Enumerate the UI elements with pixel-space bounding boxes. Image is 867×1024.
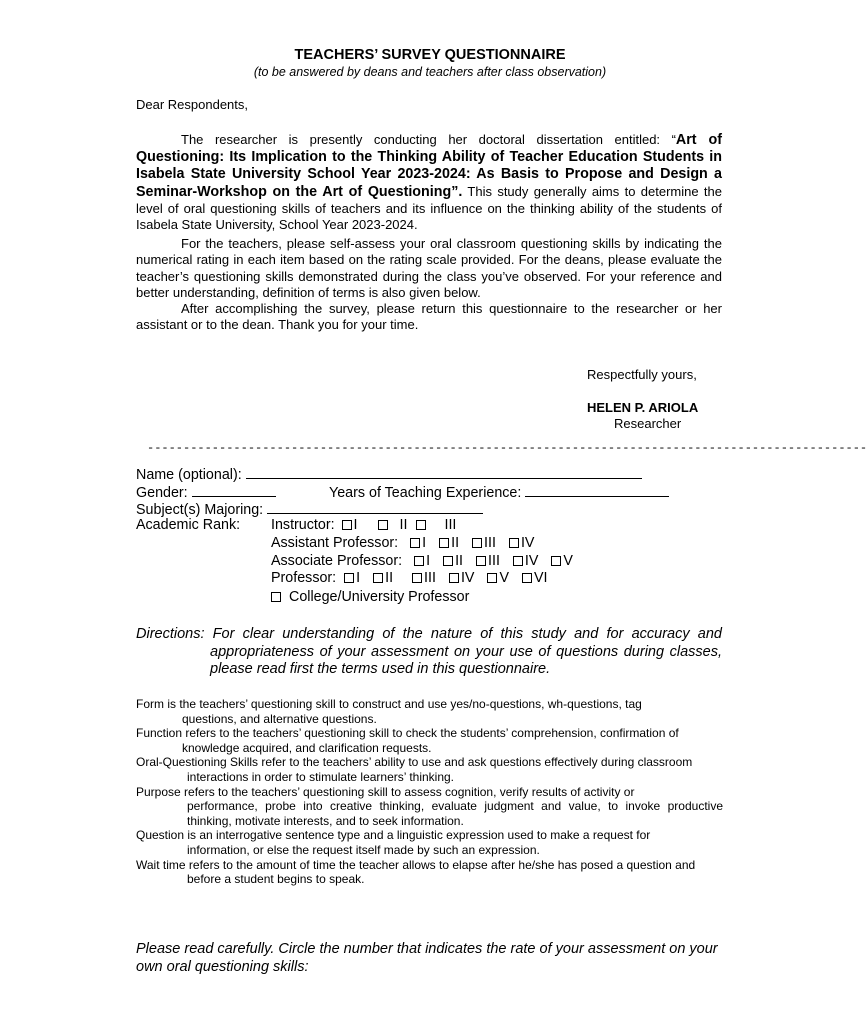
definition-wait-line2: before a student begins to speak.	[187, 872, 365, 887]
return-paragraph	[136, 301, 722, 334]
professor-iv-checkbox[interactable]	[449, 573, 459, 583]
definition-question	[136, 828, 723, 857]
associate-iii-checkbox[interactable]	[476, 556, 486, 566]
gender-field[interactable]	[192, 482, 276, 497]
salutation: Dear Respondents,	[136, 97, 249, 112]
professor-iii-checkbox[interactable]	[412, 573, 422, 583]
intro-paragraph	[136, 132, 722, 233]
college-professor-row	[271, 589, 469, 605]
definition-purpose-line1: Purpose refers to the teachers’ questioning skill to assess cognition, verify results of activity or	[136, 784, 635, 799]
definition-oral-questioning	[136, 755, 723, 784]
instructions-text: For the teachers, please self-assess your oral classroom questioning skills by indicating the numerical rating in each item based on the rating scale provided. For the deans, please evaluate the teacher’s questioning skills demonstrated during the class you’ve observed. For your reference and better understanding, definition of terms is also given below.	[136, 236, 722, 300]
signer-name: HELEN P. ARIOLA	[587, 400, 699, 415]
professor-row	[271, 570, 554, 586]
professor-iv-label: IV	[460, 570, 475, 586]
experience-field[interactable]	[525, 482, 669, 497]
experience-label: Years of Teaching Experience:	[329, 485, 522, 501]
instructor-ii-label: II	[399, 517, 408, 533]
professor-label: Professor:	[271, 570, 337, 586]
instructor-i-label: I	[353, 517, 358, 533]
definition-function-line1: Function refers to the teachers’ questioning skill to check the students’ comprehension, confirmation of	[136, 726, 679, 741]
assistant-label: Assistant Professor:	[271, 535, 399, 551]
professor-vi-checkbox[interactable]	[522, 573, 532, 583]
definition-purpose	[136, 785, 723, 829]
instructor-row	[271, 517, 462, 533]
associate-iv-label: IV	[524, 553, 539, 569]
associate-iv-checkbox[interactable]	[513, 556, 523, 566]
assistant-ii-label: II	[451, 535, 460, 551]
definition-question-line2: information, or else the request itself made by such an expression.	[187, 842, 540, 857]
associate-label: Associate Professor:	[271, 553, 403, 569]
definition-question-line1: Question is an interrogative sentence type and a linguistic expression used to make a request for	[136, 828, 651, 843]
professor-v-label: V	[499, 570, 509, 586]
page-subtitle: (to be answered by deans and teachers after class observation)	[253, 65, 607, 79]
instructor-i-checkbox[interactable]	[342, 520, 352, 530]
name-label: Name (optional):	[136, 467, 242, 483]
definition-oral-line2: interactions in order to stimulate learners’ thinking.	[187, 769, 455, 784]
associate-ii-checkbox[interactable]	[443, 556, 453, 566]
assistant-iv-checkbox[interactable]	[509, 538, 519, 548]
directions-text: Directions: For clear understanding of the nature of this study and for accuracy and appropriateness of your assessment on your use of questions during classes, please read first the terms used in this questionnaire.	[136, 626, 722, 677]
assistant-ii-checkbox[interactable]	[439, 538, 449, 548]
associate-i-label: I	[426, 553, 431, 569]
signer-role: Researcher	[614, 416, 682, 431]
rank-label: Academic Rank:	[136, 517, 241, 533]
associate-v-checkbox[interactable]	[551, 556, 561, 566]
instructor-iii-checkbox[interactable]	[416, 520, 426, 530]
intro-text: The researcher is presently conducting her doctoral dissertation entitled: “	[181, 132, 676, 147]
name-field[interactable]	[246, 464, 642, 479]
name-row	[136, 464, 642, 483]
definition-form-line1: Form is the teachers’ questioning skill to construct and use yes/no-questions, wh-questions, tag	[136, 697, 642, 711]
professor-iii-label: III	[424, 570, 436, 586]
professor-v-checkbox[interactable]	[487, 573, 497, 583]
college-professor-checkbox[interactable]	[271, 592, 281, 602]
return-text: After accomplishing the survey, please return this questionnaire to the researcher or her assistant or to the dean. Thank you for your time.	[136, 301, 722, 333]
associate-v-label: V	[563, 553, 573, 569]
instructions-paragraph	[136, 236, 722, 301]
closing: Respectfully yours,	[587, 367, 697, 382]
gender-label: Gender:	[136, 485, 188, 501]
professor-ii-label: II	[385, 570, 394, 586]
directions	[136, 626, 722, 679]
associate-i-checkbox[interactable]	[414, 556, 424, 566]
definitions-list	[136, 697, 723, 887]
associate-row	[271, 553, 579, 569]
cut-line-divider: ----------------------------------------------------------------------------------------------------	[147, 441, 867, 455]
subjects-row	[136, 499, 483, 518]
professor-vi-label: VI	[533, 570, 548, 586]
assistant-iv-label: IV	[520, 535, 535, 551]
assistant-iii-checkbox[interactable]	[472, 538, 482, 548]
professor-ii-checkbox[interactable]	[373, 573, 383, 583]
assistant-i-checkbox[interactable]	[410, 538, 420, 548]
subjects-field[interactable]	[267, 499, 483, 514]
associate-iii-label: III	[488, 553, 500, 569]
rating-instructions: Please read carefully. Circle the number that indicates the rate of your assessment on your own oral questioning skills:	[136, 941, 718, 975]
assistant-row	[271, 535, 540, 551]
definition-form-line2: questions, and alternative questions.	[182, 711, 377, 726]
instructor-iii-label: III	[444, 517, 457, 533]
instructor-ii-checkbox[interactable]	[378, 520, 388, 530]
professor-i-checkbox[interactable]	[344, 573, 354, 583]
definition-wait-line1: Wait time refers to the amount of time the teacher allows to elapse after he/she has posed a question and	[136, 857, 696, 872]
intro-aim: This study generally aims to determine the level of oral questioning skills of teachers and its influence on the thinking ability of the students of Isabela State University, School Year 2023-2024.	[136, 183, 722, 233]
professor-i-label: I	[356, 570, 361, 586]
definition-function	[136, 726, 723, 755]
definition-wait-time	[136, 858, 723, 887]
definition-function-line2: knowledge acquired, and clarification requests.	[182, 740, 432, 755]
page-title: TEACHERS’ SURVEY QUESTIONNAIRE	[294, 47, 566, 63]
instructor-label: Instructor:	[271, 517, 335, 533]
associate-ii-label: II	[455, 553, 464, 569]
dissertation-title: Art of Questioning: Its Implication to the Thinking Ability of Teacher Education Students in Isabela State University School Year 2023-2024: As Basis to Propose and Design a Seminar-Workshop on the Art of Questioning”.	[136, 132, 722, 200]
assistant-iii-label: III	[484, 535, 496, 551]
definition-oral-line1: Oral-Questioning Skills refer to the teachers’ ability to use and ask questions effectively during classroom	[136, 755, 693, 770]
definition-form	[136, 697, 723, 726]
assistant-i-label: I	[422, 535, 427, 551]
college-professor-label: College/University Professor	[289, 589, 470, 605]
definition-purpose-line2: performance, probe into creative thinking, evaluate judgment and value, to invoke productive thinking, motivate interests, and to seek information.	[187, 799, 723, 828]
subjects-label: Subject(s) Majoring:	[136, 502, 264, 518]
